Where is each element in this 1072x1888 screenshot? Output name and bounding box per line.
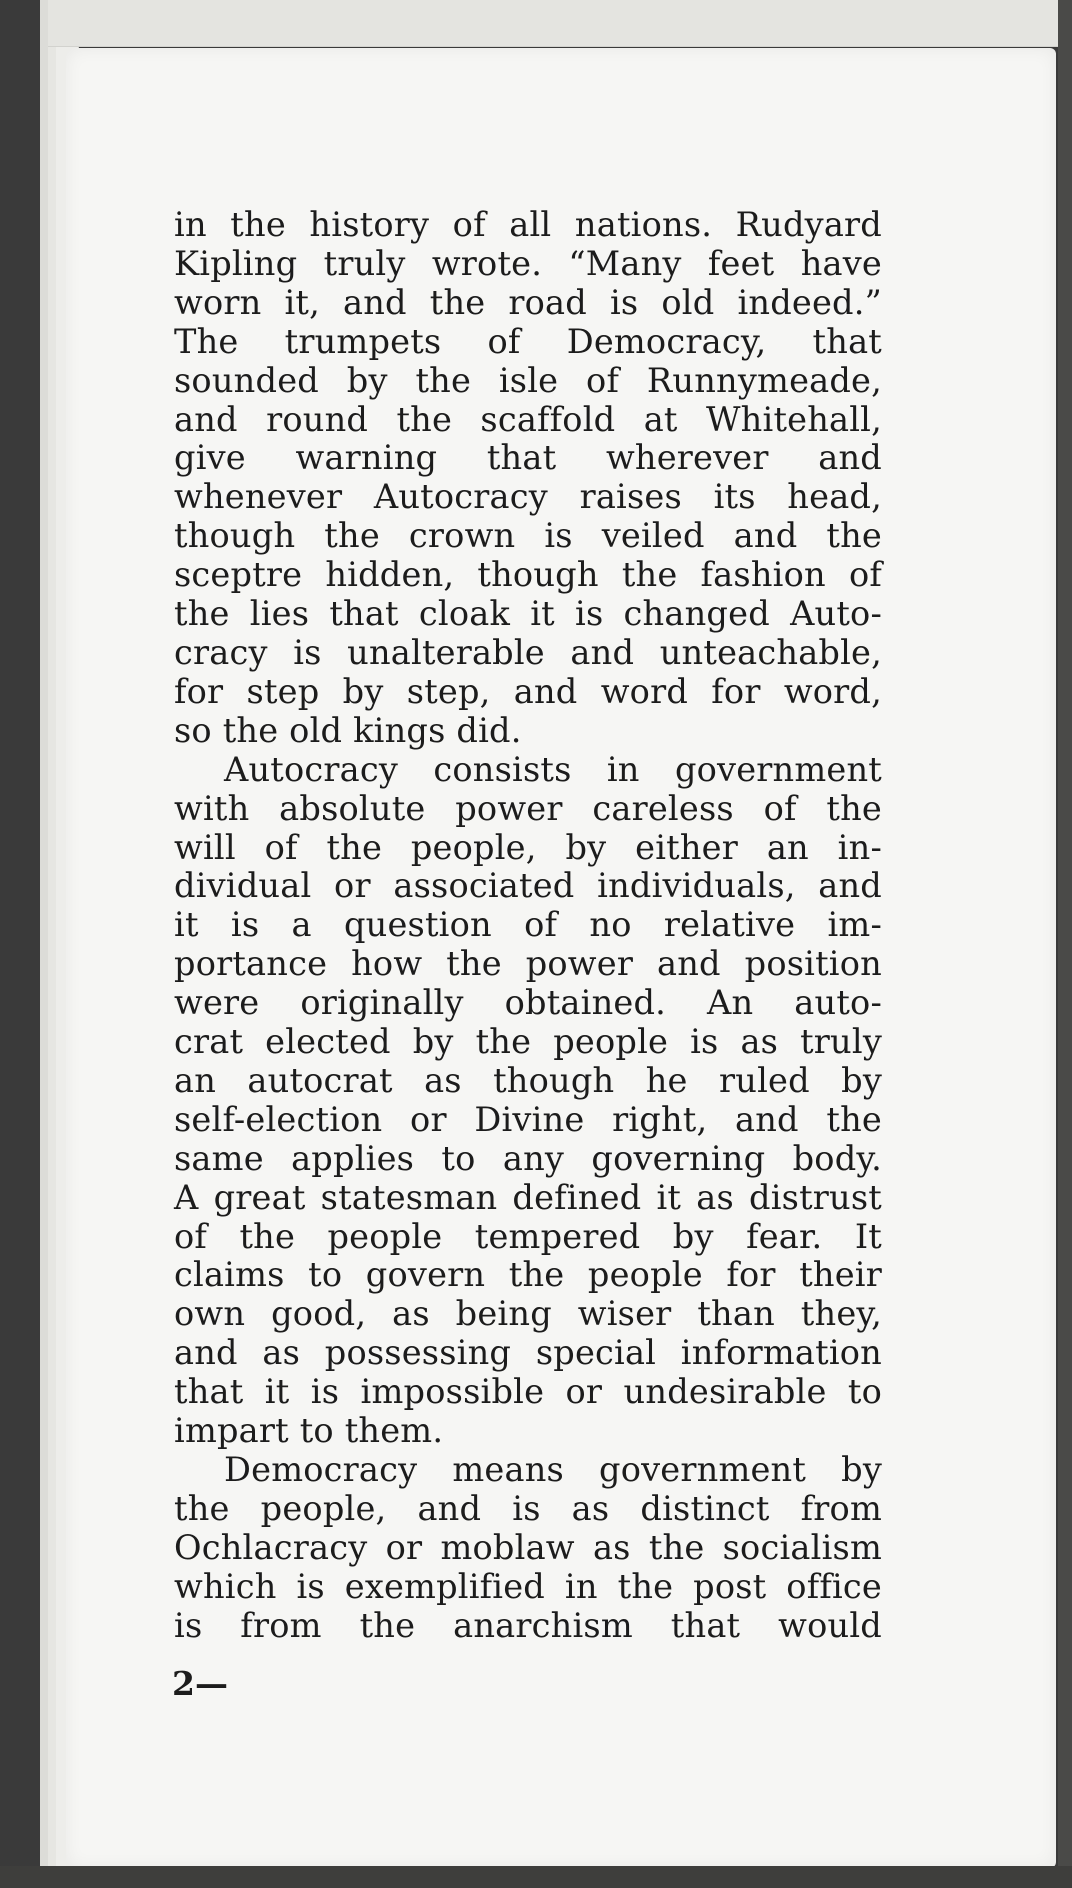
text-line: impart to them. (174, 1411, 444, 1451)
text-line: crat elected by the people is as truly (174, 1022, 882, 1062)
text-line: sounded by the isle of Runnymeade, (174, 360, 882, 400)
text-line: and round the scaffold at Whitehall, (174, 399, 882, 439)
text-line: and as possessing special information (174, 1333, 882, 1373)
text-line: sceptre hidden, though the fashion of (174, 555, 882, 595)
text-line: Ochlacracy or moblaw as the socialism (174, 1527, 882, 1567)
text-line: is from the anarchism that would (174, 1605, 882, 1645)
text-line: the people, and is as distinct from (174, 1488, 882, 1528)
text-line: which is exemplified in the post office (174, 1566, 882, 1606)
paragraph (174, 751, 882, 1451)
text-line: the lies that cloak it is changed Auto- (174, 594, 882, 634)
text-line: give warning that wherever and (174, 438, 882, 478)
text-line: A great statesman defined it as distrust (174, 1177, 882, 1217)
page-number: 2— (172, 1664, 228, 1703)
text-line: self-election or Divine right, and the (174, 1099, 882, 1139)
text-line: it is a question of no relative im- (174, 905, 882, 945)
text-line: claims to govern the people for their (174, 1255, 882, 1295)
text-line: an autocrat as though he ruled by (174, 1060, 882, 1100)
text-line: will of the people, by either an in- (174, 827, 882, 867)
text-line: in the history of all nations. Rudyard (174, 205, 882, 244)
text-line: dividual or associated individuals, and (174, 866, 882, 906)
text-line: though the crown is veiled and the (174, 516, 882, 556)
text-line: of the people tempered by fear. It (174, 1216, 882, 1256)
paragraph (174, 206, 882, 751)
text-line: same applies to any governing body. (174, 1138, 882, 1178)
text-line: so the old kings did. (174, 710, 522, 750)
text-line: Autocracy consists in government (224, 749, 882, 789)
text-line: were originally obtained. An auto- (174, 983, 882, 1023)
body-text (174, 206, 882, 1646)
scan-background-bottom (0, 1866, 1072, 1888)
text-line: own good, as being wiser than they, (174, 1294, 882, 1334)
text-line: whenever Autocracy raises its head, (174, 477, 882, 517)
text-line: Democracy means government by (224, 1450, 882, 1489)
scan-background-right (1058, 0, 1072, 1888)
text-line: cracy is unalterable and unteachable, (174, 632, 882, 672)
paragraph (174, 1451, 882, 1646)
text-line: with absolute power careless of the (174, 788, 882, 828)
page-top-edge (48, 0, 1072, 47)
text-line: for step by step, and word for word, (174, 671, 882, 711)
text-line: The trumpets of Democracy, that (174, 321, 882, 361)
text-line: worn it, and the road is old indeed.” (174, 282, 882, 322)
text-line: portance how the power and position (174, 944, 882, 984)
text-line: Kipling truly wrote. “Many feet have (174, 243, 882, 283)
text-line: that it is impossible or undesirable to (174, 1372, 882, 1412)
